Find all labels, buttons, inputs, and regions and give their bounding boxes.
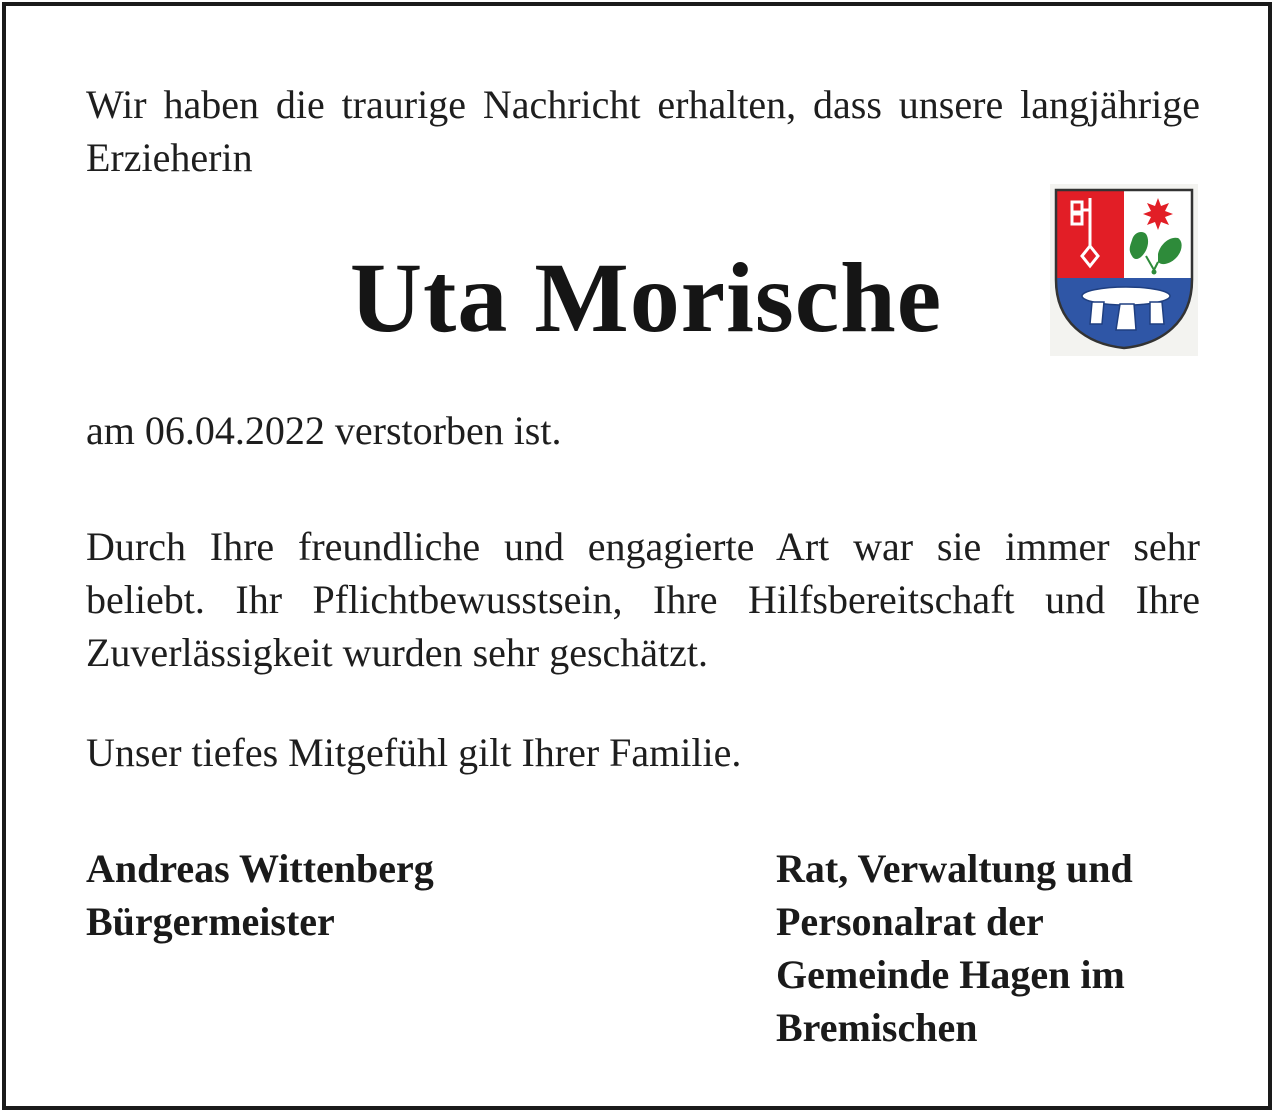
signature-title: Bürgermeister <box>86 899 335 944</box>
death-date-text: am 06.04.2022 verstorben ist. <box>86 408 562 453</box>
signature-council <box>776 842 1216 1054</box>
obituary-notice <box>2 2 1272 1110</box>
signature-name: Andreas Wittenberg <box>86 846 434 891</box>
signature-line: Rat, Verwaltung und <box>776 846 1133 891</box>
intro-text: Wir haben die traurige Nachricht erhalten, dass unsere langjährige Erzieherin <box>86 82 1200 180</box>
signature-mayor <box>86 842 606 948</box>
tribute-text: Durch Ihre freundliche und engagierte Art war sie immer sehr beliebt. Ihr Pflichtbewusstsein, Ihre Hilfsbereitschaft und Ihre Zuverlässigkeit wurden sehr geschätzt. <box>86 524 1200 675</box>
signature-line: Gemeinde Hagen im <box>776 952 1125 997</box>
coat-of-arms-icon <box>1050 184 1198 356</box>
signature-line: Personalrat der <box>776 899 1044 944</box>
signature-line: Bremischen <box>776 1005 978 1050</box>
deceased-name: Uta Morische <box>349 242 943 353</box>
condolence-text: Unser tiefes Mitgefühl gilt Ihrer Familie. <box>86 730 742 775</box>
